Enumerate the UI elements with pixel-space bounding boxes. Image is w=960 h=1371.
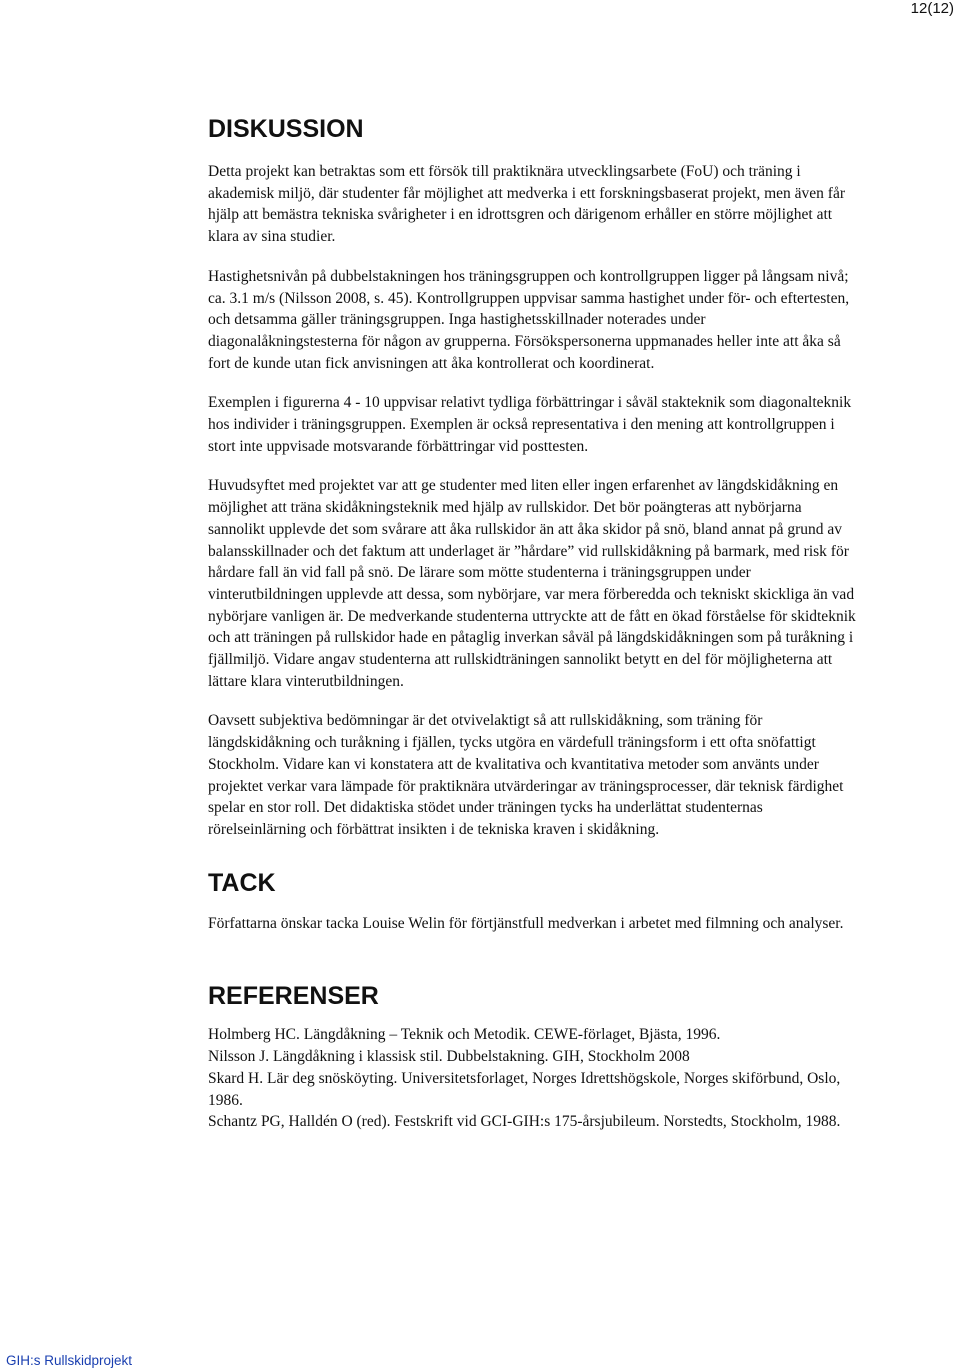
page-number: 12(12) [910,0,954,17]
diskussion-paragraph-2: Hastighetsnivån på dubbelstakningen hos träningsgruppen och kontrollgruppen ligger på långsam nivå; ca. 3.1 m/s (Nilsson 2008, s. 45). Kontrollgruppen uppvisar samma hastighet under för- och eftertesten, och detsamma gäller träningsgruppen. Inga hastighetsskillnader noterades under diagonalåkningstesterna för någon av grupperna. Försökspersonerna uppmanades heller inte att åka så fort de kunde utan fick anvisningen att åka kontrollerat och koordinerat. [208,267,850,372]
diskussion-paragraph-3: Exemplen i figurerna 4 - 10 uppvisar relativt tydliga förbättringar i såväl stakteknik som diagonalteknik hos individer i träningsgruppen. Exemplen är också representativa i den mening att kontrollgruppen i stort inte uppvisade motsvarande förbättringar vid posttesten. [208,394,852,455]
heading-referenser: REFERENSER [208,982,379,1011]
diskussion-paragraph-4: Huvudsyftet med projektet var att ge studenter med liten eller ingen erfarenhet av längdskidåkning en möjlighet att träna skidåkningsteknik med hjälp av rullskidor. Det bör poängteras att nybörjarna sannolikt upplevde det som svårare att åka rullskidor än att åka skidor på snö, bland annat på grund av balansskillnader och det faktum att underlaget är ”hårdare” vid rullskidåkning på barmark, med risk för hårdare fall än vid fall på snö. De lärare som mötte studenterna i träningsgruppen under vinterutbildningen upplevde att dessa, som nybörjare, var mera förberedda och tekniskt skickliga än vad nybörjare vanligen är. De medverkande studenterna uttryckte att de fått en ökad förståelse för skidteknik och att träningen på rullskidor hade en påtaglig inverkan såväl på längdskidåkningen som på turåkning i fjällmiljö. Vidare angav studenterna att rullskidträningen sannolikt betytt en del för möjligheterna att lättare klara vinterutbildningen. [208,477,856,690]
footer-label: GIH:s Rullskidprojekt [6,1353,133,1368]
tack-paragraph: Författarna önskar tacka Louise Welin för förtjänstfull medverkan i arbetet med filmning och analyser. [208,914,844,932]
reference-item: Nilsson J. Längdåkning i klassisk stil. Dubbelstakning. GIH, Stockholm 2008 [208,1048,690,1066]
document-body [208,113,858,1133]
reference-item: Skard H. Lär deg snösköyting. Universitetsforlaget, Norges Idrettshögskole, Norges skiförbund, Oslo, 1986. [208,1069,841,1109]
diskussion-paragraph-5: Oavsett subjektiva bedömningar är det otvivelaktigt så att rullskidåkning, som träning för längdskidåkning och turåkning i fjällen, tycks utgöra en värdefull träningsform i ett ofta snöfattigt Stockholm. Vidare kan vi konstatera att de kvalitativa och kvantitativa metoder som använts under projektet verkar vara lämpade för praktiknära utvärderingar av träningsprocesser, där teknisk färdighet spelar en stor roll. Det didaktiska stödet under träningen tycks ha underlättat studenternas rörelseinlärning och förbättrat insikten i de tekniska kraven i skidåkning. [208,712,844,838]
heading-diskussion: DISKUSSION [208,115,364,143]
reference-item: Holmberg HC. Längdåkning – Teknik och Metodik. CEWE-förlaget, Bjästa, 1996. [208,1026,721,1044]
heading-tack: TACK [208,868,276,897]
reference-item: Schantz PG, Halldén O (red). Festskrift vid GCI-GIH:s 175-årsjubileum. Norstedts, Stockholm, 1988. [208,1113,841,1131]
diskussion-paragraph-1: Detta projekt kan betraktas som ett försök till praktiknära utvecklingsarbete (FoU) och träning i akademisk miljö, där studenter får möjlighet att medverka i ett forskningsbaserat projekt, men även får hjälp att bemästra tekniska svårigheter i en idrottsgren och därigenom erhåller en större möjlighet att klara av sina studier. [208,163,846,246]
reference-list [208,1024,858,1133]
